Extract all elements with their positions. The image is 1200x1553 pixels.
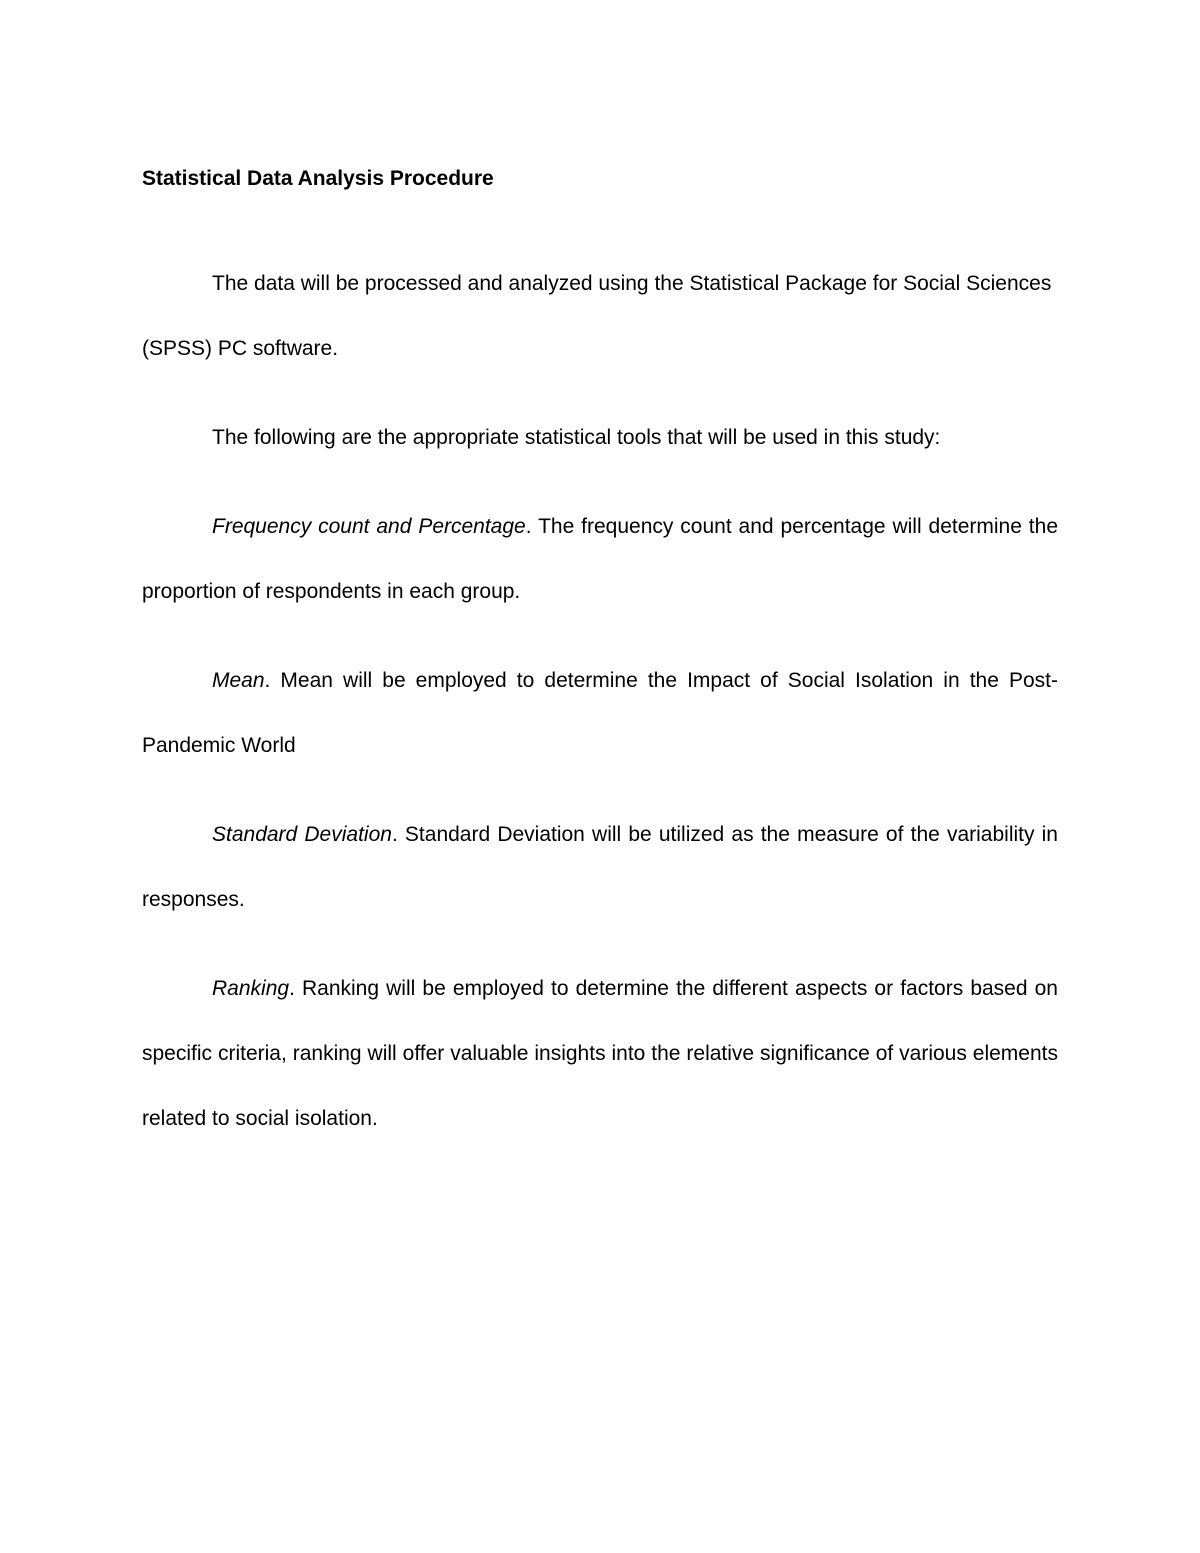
paragraph-mean-text: . Mean will be employed to determine the Impact of Social Isolation in the Post-Pandemic World — [142, 669, 1058, 757]
paragraph-intro-text: The data will be processed and analyzed using the Statistical Package for Social Sciences (SPSS) PC software. — [142, 272, 1052, 360]
paragraph-frequency-text: . The frequency count and percentage will determine the proportion of respondents in each group. — [142, 515, 1058, 603]
document-page — [142, 164, 1058, 1175]
term-standard-deviation: Standard Deviation — [212, 823, 392, 846]
paragraph-standard-deviation — [142, 802, 1058, 932]
section-heading: Statistical Data Analysis Procedure — [142, 167, 494, 190]
paragraph-tools-intro-text: The following are the appropriate statistical tools that will be used in this study: — [212, 426, 941, 449]
paragraph-frequency — [142, 494, 1058, 624]
paragraph-ranking — [142, 956, 1058, 1151]
term-ranking: Ranking — [212, 977, 290, 1000]
paragraph-mean — [142, 648, 1058, 778]
paragraph-tools-intro — [142, 405, 1058, 470]
paragraph-ranking-text: . Ranking will be employed to determine the different aspects or factors based on specific criteria, ranking will offer valuable insights into the relative significance of various elements related to social isolation. — [142, 977, 1058, 1130]
paragraph-intro — [142, 251, 1058, 381]
term-frequency: Frequency count and Percentage — [212, 515, 526, 538]
paragraph-standard-deviation-text: . Standard Deviation will be utilized as the measure of the variability in responses. — [142, 823, 1058, 911]
term-mean: Mean — [212, 669, 265, 692]
